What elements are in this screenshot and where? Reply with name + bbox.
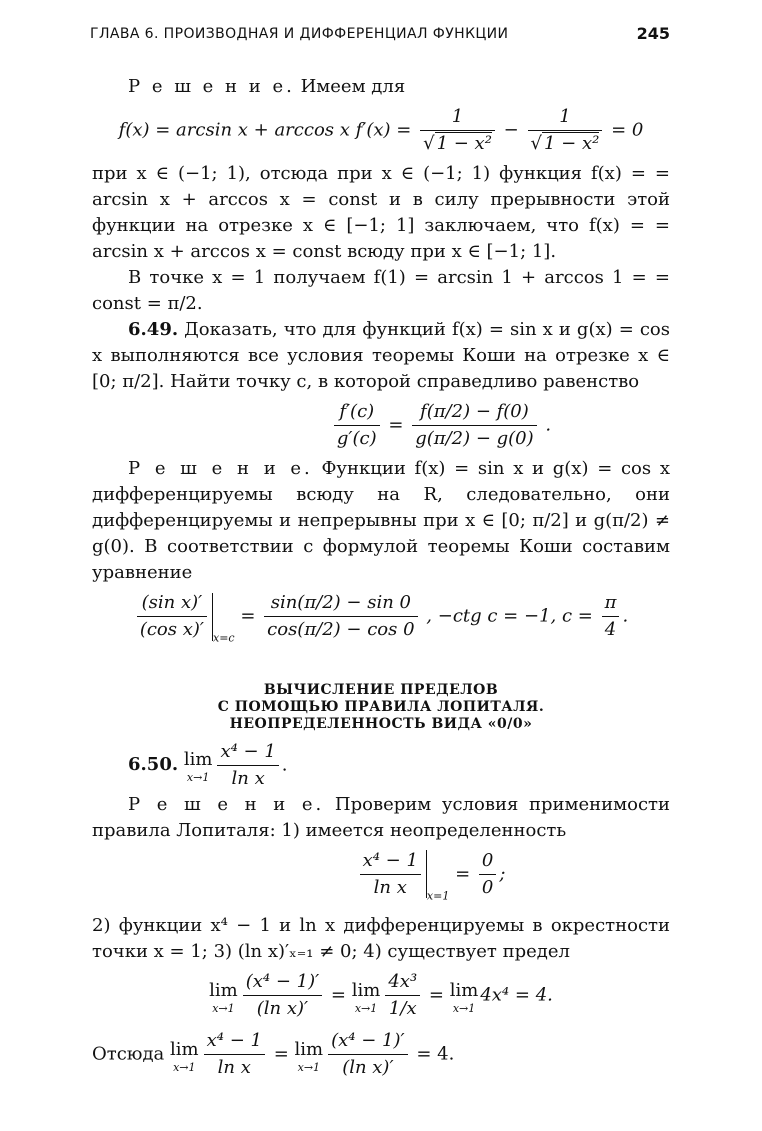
limit-fraction <box>217 739 278 792</box>
solution-label: Р е ш е н и е. <box>128 793 325 815</box>
ratio-numerator: f(π/2) − f(0) <box>412 399 536 426</box>
ratio-numerator: 0 <box>479 848 496 875</box>
ratio-numerator: π <box>602 590 620 617</box>
formula-left: f(x) = arcsin x + arccos x f′(x) = <box>118 119 412 141</box>
cotangent-result: , −ctg c = −1, c = <box>426 605 593 627</box>
ratio-denominator: ln x <box>373 876 407 898</box>
indeterminate-form <box>192 848 670 910</box>
ratio-denominator: (cos x)′ <box>139 619 204 640</box>
ratio-numerator: x⁴ − 1 <box>217 739 278 766</box>
fraction-2 <box>528 104 603 157</box>
ratio-numerator: f′(c) <box>334 399 380 426</box>
ratio-numerator: (x⁴ − 1)′ <box>328 1028 407 1055</box>
ratio-numerator: sin(π/2) − sin 0 <box>264 590 417 617</box>
lim-text: lim <box>209 979 238 1001</box>
sqrt-radicand: 1 − x² <box>543 133 600 154</box>
lim-subscript: x→1 <box>354 1001 378 1015</box>
lim-text: lim <box>170 1038 199 1060</box>
ratio-denominator: (ln x)′ <box>256 998 309 1019</box>
solution-paragraph-2: В точке x = 1 получаем f(1) = arcsin 1 + arccos 1 = = const = π/2. <box>92 267 670 314</box>
fraction-1-denominator: √ 1 − x² <box>423 133 492 154</box>
solution-label: Р е ш е н и е. <box>128 76 295 97</box>
difference-ratio <box>412 399 536 452</box>
solution-intro-text: Имеем для <box>294 76 406 97</box>
limit-operator <box>352 978 381 1014</box>
equals-sign: = <box>455 863 471 884</box>
equals-sign: = <box>388 414 404 436</box>
ratio-denominator: ln x <box>231 767 265 789</box>
equals-sign: = <box>428 984 444 1006</box>
period: . <box>545 414 552 436</box>
limit-operator <box>295 1037 324 1073</box>
problem-number: 6.50. <box>128 754 179 775</box>
limit-fraction <box>243 969 322 1022</box>
lim-text: lim <box>183 749 213 770</box>
limit-fraction <box>328 1028 407 1081</box>
solution-6-49 <box>92 456 670 586</box>
solution-text: Функции f(x) = sin x и g(x) = cos x дифференцируемы всюду на R, следовательно, они дифференцируемы и непрерывны при x ∈ [0; π/2] и g(π/2) ≠ g(0). В соответствии с формулой теоремы Коши составим уравнение <box>92 458 670 583</box>
final-result <box>92 1028 670 1081</box>
lim-text: lim <box>449 979 479 1001</box>
derivative-ratio <box>334 399 380 452</box>
problem-number: 6.49. <box>128 319 179 340</box>
fraction-2-numerator: 1 <box>528 104 603 131</box>
period: . <box>281 754 288 775</box>
page-body <box>92 74 670 1081</box>
page-header <box>90 24 670 50</box>
derivative-formula <box>92 104 670 157</box>
equals-sign: = <box>273 1043 289 1065</box>
ratio-denominator: 0 <box>481 876 494 898</box>
ratio-numerator: (sin x)′ <box>137 590 207 617</box>
cauchy-computation <box>92 590 670 652</box>
final-value: = 4. <box>416 1043 455 1065</box>
page-number: 245 <box>636 24 670 43</box>
ratio-denominator: g′(c) <box>336 428 377 449</box>
pi-over-four <box>602 590 620 643</box>
equals-sign: = <box>330 984 347 1006</box>
limit-operator <box>170 1037 199 1073</box>
lim-text: lim <box>294 1038 324 1060</box>
ratio-numerator: 4x³ <box>385 969 420 996</box>
ratio-numerator: (x⁴ − 1)′ <box>243 969 322 996</box>
fraction-2-denominator: √ 1 − x² <box>530 133 600 154</box>
semicolon: ; <box>499 863 506 884</box>
minus-sign: − <box>503 119 519 141</box>
fraction-1 <box>420 104 495 157</box>
derivative-ratio <box>137 590 207 643</box>
sqrt-radicand: 1 − x² <box>436 133 492 154</box>
cauchy-equation <box>212 399 670 452</box>
trig-ratio <box>264 590 417 643</box>
limit-fraction <box>204 1028 265 1081</box>
solution-6-50 <box>92 792 670 844</box>
lim-subscript: x→1 <box>212 1001 235 1015</box>
ratio-numerator: x⁴ − 1 <box>360 848 421 875</box>
limit-operator <box>209 978 238 1014</box>
final-lead-text: Отсюда <box>92 1043 165 1065</box>
ratio-denominator: ln x <box>217 1057 251 1078</box>
limit-fraction <box>385 969 420 1022</box>
running-title: ГЛАВА 6. ПРОИЗВОДНАЯ И ДИФФЕРЕНЦИАЛ ФУНКЦИИ <box>90 26 509 42</box>
lim-text: lim <box>351 979 381 1001</box>
solution-text: Проверим условия применимости правила Лопиталя: 1) имеется неопределенность <box>92 793 670 841</box>
equals-sign: = <box>240 605 256 627</box>
limit-expression: 4x⁴ <box>480 984 510 1006</box>
lim-subscript: x→1 <box>452 1001 476 1015</box>
ratio-denominator: 4 <box>604 619 617 640</box>
ratio-denominator: 1/x <box>388 998 417 1019</box>
problem-6-49 <box>92 317 670 395</box>
problem-6-50 <box>92 739 670 792</box>
fraction-1-numerator: 1 <box>420 104 495 131</box>
section-heading-line: НЕОПРЕДЕЛЕННОСТЬ ВИДА «0/0» <box>229 715 533 732</box>
ratio-denominator: (ln x)′ <box>342 1057 394 1078</box>
evaluation-subscript: x=c <box>213 631 235 645</box>
ratio-denominator: cos(π/2) − cos 0 <box>267 619 415 640</box>
solution-intro <box>92 74 670 100</box>
section-heading <box>92 682 670 733</box>
limit-fraction <box>360 848 421 901</box>
problem-statement: Доказать, что для функций f(x) = sin x и g(x) = cos x выполняются все условия теоремы Коши на отрезке x ∈ [0; π/2]. Найти точку c, в которой справедливо равенство <box>92 319 670 392</box>
evaluation-subscript: x=1 <box>426 889 450 902</box>
zero-over-zero <box>479 848 496 901</box>
limit-operator <box>450 978 479 1014</box>
ratio-numerator: x⁴ − 1 <box>204 1028 265 1055</box>
section-heading-line: ВЫЧИСЛЕНИЕ ПРЕДЕЛОВ <box>263 681 499 698</box>
lim-subscript: x→1 <box>297 1060 321 1074</box>
solution-paragraph: при x ∈ (−1; 1), отсюда при x ∈ (−1; 1) функция f(x) = = arcsin x + arccos x = const и в силу прерывности этой функции на отрезке x ∈ [−1; 1] заключаем, что f(x) = = arcsin x + arccos x = const всюду при x ∈ [−1; 1]. <box>92 163 670 262</box>
limit-result: = 4. <box>514 984 553 1006</box>
limit-operator <box>184 747 213 783</box>
lhopital-limit <box>92 969 670 1022</box>
formula-right: = 0 <box>611 119 644 141</box>
lim-subscript: x→1 <box>186 771 210 784</box>
section-heading-line: С ПОМОЩЬЮ ПРАВИЛА ЛОПИТАЛЯ. <box>217 698 545 715</box>
ratio-denominator: g(π/2) − g(0) <box>415 428 534 449</box>
conditions-paragraph: 2) функции x⁴ − 1 и ln x дифференцируемы в окрестности точки x = 1; 3) (ln x)′ₓ₌₁ ≠ 0; 4) существует предел <box>92 915 670 962</box>
lim-subscript: x→1 <box>173 1060 196 1074</box>
solution-label: Р е ш е н и е. <box>128 458 313 479</box>
period: . <box>622 605 629 627</box>
